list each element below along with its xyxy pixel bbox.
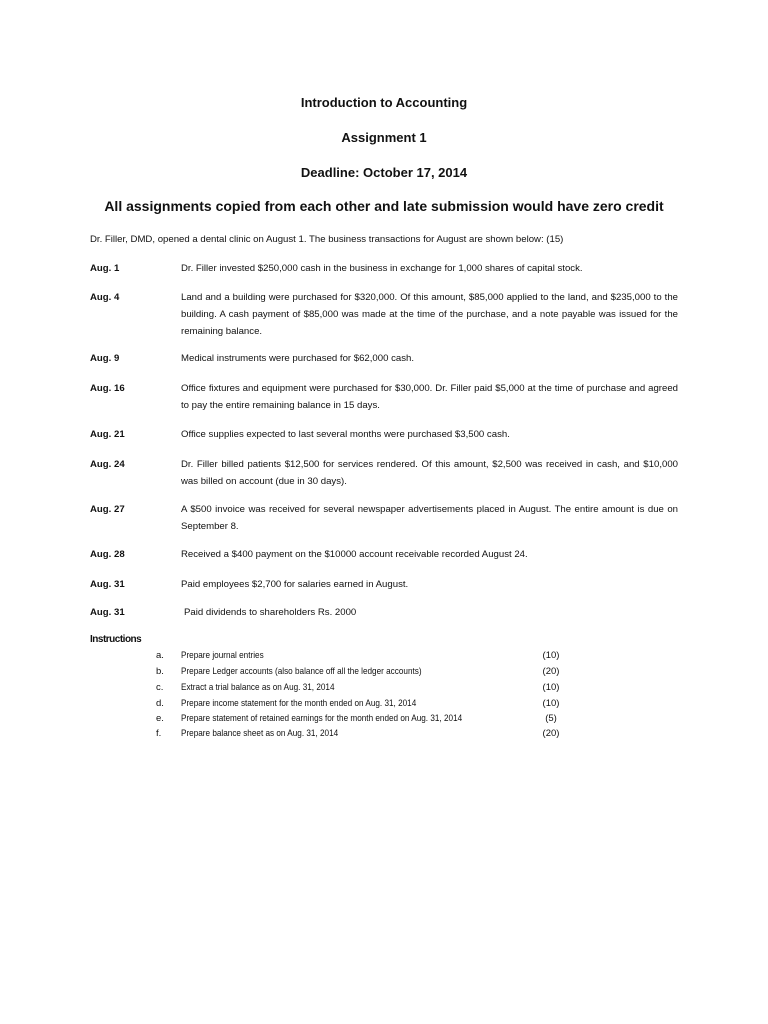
instruction-text: Prepare income statement for the month ended on Aug. 31, 2014	[181, 698, 417, 709]
instruction-points: (10)	[542, 682, 560, 693]
transaction-row	[90, 350, 678, 367]
transaction-text: Paid employees $2,700 for salaries earned in August.	[181, 579, 409, 590]
transaction-row	[90, 426, 678, 443]
plagiarism-notice: All assignments copied from each other and late submission would have zero credit	[104, 198, 664, 214]
transaction-text: Medical instruments were purchased for $62,000 cash.	[181, 353, 415, 364]
transaction-date: Aug. 4	[90, 292, 120, 303]
transaction-text: Dr. Filler billed patients $12,500 for services rendered. Of this amount, $2,500 was received in cash, and $10,000 was billed on account (due in 30 days).	[181, 459, 678, 487]
instruction-text: Prepare balance sheet as on Aug. 31, 2014	[181, 728, 339, 739]
transaction-text: Paid dividends to shareholders Rs. 2000	[184, 607, 357, 618]
transaction-row	[90, 260, 678, 277]
transaction-date: Aug. 16	[90, 383, 125, 394]
transaction-row	[90, 501, 678, 535]
transaction-row	[90, 456, 678, 490]
instruction-points: (10)	[542, 698, 560, 709]
instruction-letter: f.	[156, 728, 162, 739]
instruction-letter: d.	[156, 698, 164, 709]
instructions-heading: Instructions	[90, 634, 142, 645]
transaction-row	[90, 289, 678, 340]
transaction-text: Office supplies expected to last several months were purchased $3,500 cash.	[181, 429, 510, 440]
instruction-text: Prepare statement of retained earnings for the month ended on Aug. 31, 2014	[181, 713, 463, 724]
transaction-text: Office fixtures and equipment were purchased for $30,000. Dr. Filler paid $5,000 at the time of purchase and agreed to pay the entire remaining balance in 15 days.	[181, 383, 678, 411]
instruction-points: (20)	[542, 666, 560, 677]
instruction-points: (5)	[545, 713, 557, 724]
instruction-letter: e.	[156, 713, 164, 724]
instruction-points: (20)	[542, 728, 560, 739]
transaction-text: Land and a building were purchased for $320,000. Of this amount, $85,000 applied to the land, and $235,000 to the building. A cash payment of $85,000 was made at the time of the purchase, and a note payable was issued for the remaining balance.	[181, 292, 678, 337]
instruction-text: Prepare Ledger accounts (also balance off all the ledger accounts)	[181, 666, 422, 677]
transaction-date: Aug. 28	[90, 549, 125, 560]
instruction-letter: b.	[156, 666, 164, 677]
instruction-letter: c.	[156, 682, 164, 693]
transaction-date: Aug. 1	[90, 263, 120, 274]
transaction-row	[90, 380, 678, 414]
transaction-row	[90, 576, 678, 593]
transaction-date: Aug. 21	[90, 429, 125, 440]
instruction-text: Extract a trial balance as on Aug. 31, 2014	[181, 682, 335, 693]
intro-paragraph: Dr. Filler, DMD, opened a dental clinic on August 1. The business transactions for August are shown below: (15)	[90, 234, 564, 245]
instruction-text: Prepare journal entries	[181, 650, 264, 661]
transaction-text: Received a $400 payment on the $10000 account receivable recorded August 24.	[181, 549, 528, 560]
transaction-text: A $500 invoice was received for several newspaper advertisements placed in August. The entire amount is due on September 8.	[181, 504, 678, 532]
transaction-row	[90, 546, 678, 563]
assignment-title: Assignment 1	[341, 130, 427, 145]
transaction-date: Aug. 31	[90, 607, 125, 618]
instruction-letter: a.	[156, 650, 164, 661]
transaction-date: Aug. 24	[90, 459, 125, 470]
transaction-text: Dr. Filler invested $250,000 cash in the business in exchange for 1,000 shares of capital stock.	[181, 263, 583, 274]
transaction-date: Aug. 9	[90, 353, 120, 364]
instruction-points: (10)	[542, 650, 560, 661]
transaction-date: Aug. 31	[90, 579, 125, 590]
deadline: Deadline: October 17, 2014	[300, 165, 468, 180]
transaction-date: Aug. 27	[90, 504, 125, 515]
transaction-row	[90, 604, 678, 621]
course-title: Introduction to Accounting	[300, 95, 468, 110]
